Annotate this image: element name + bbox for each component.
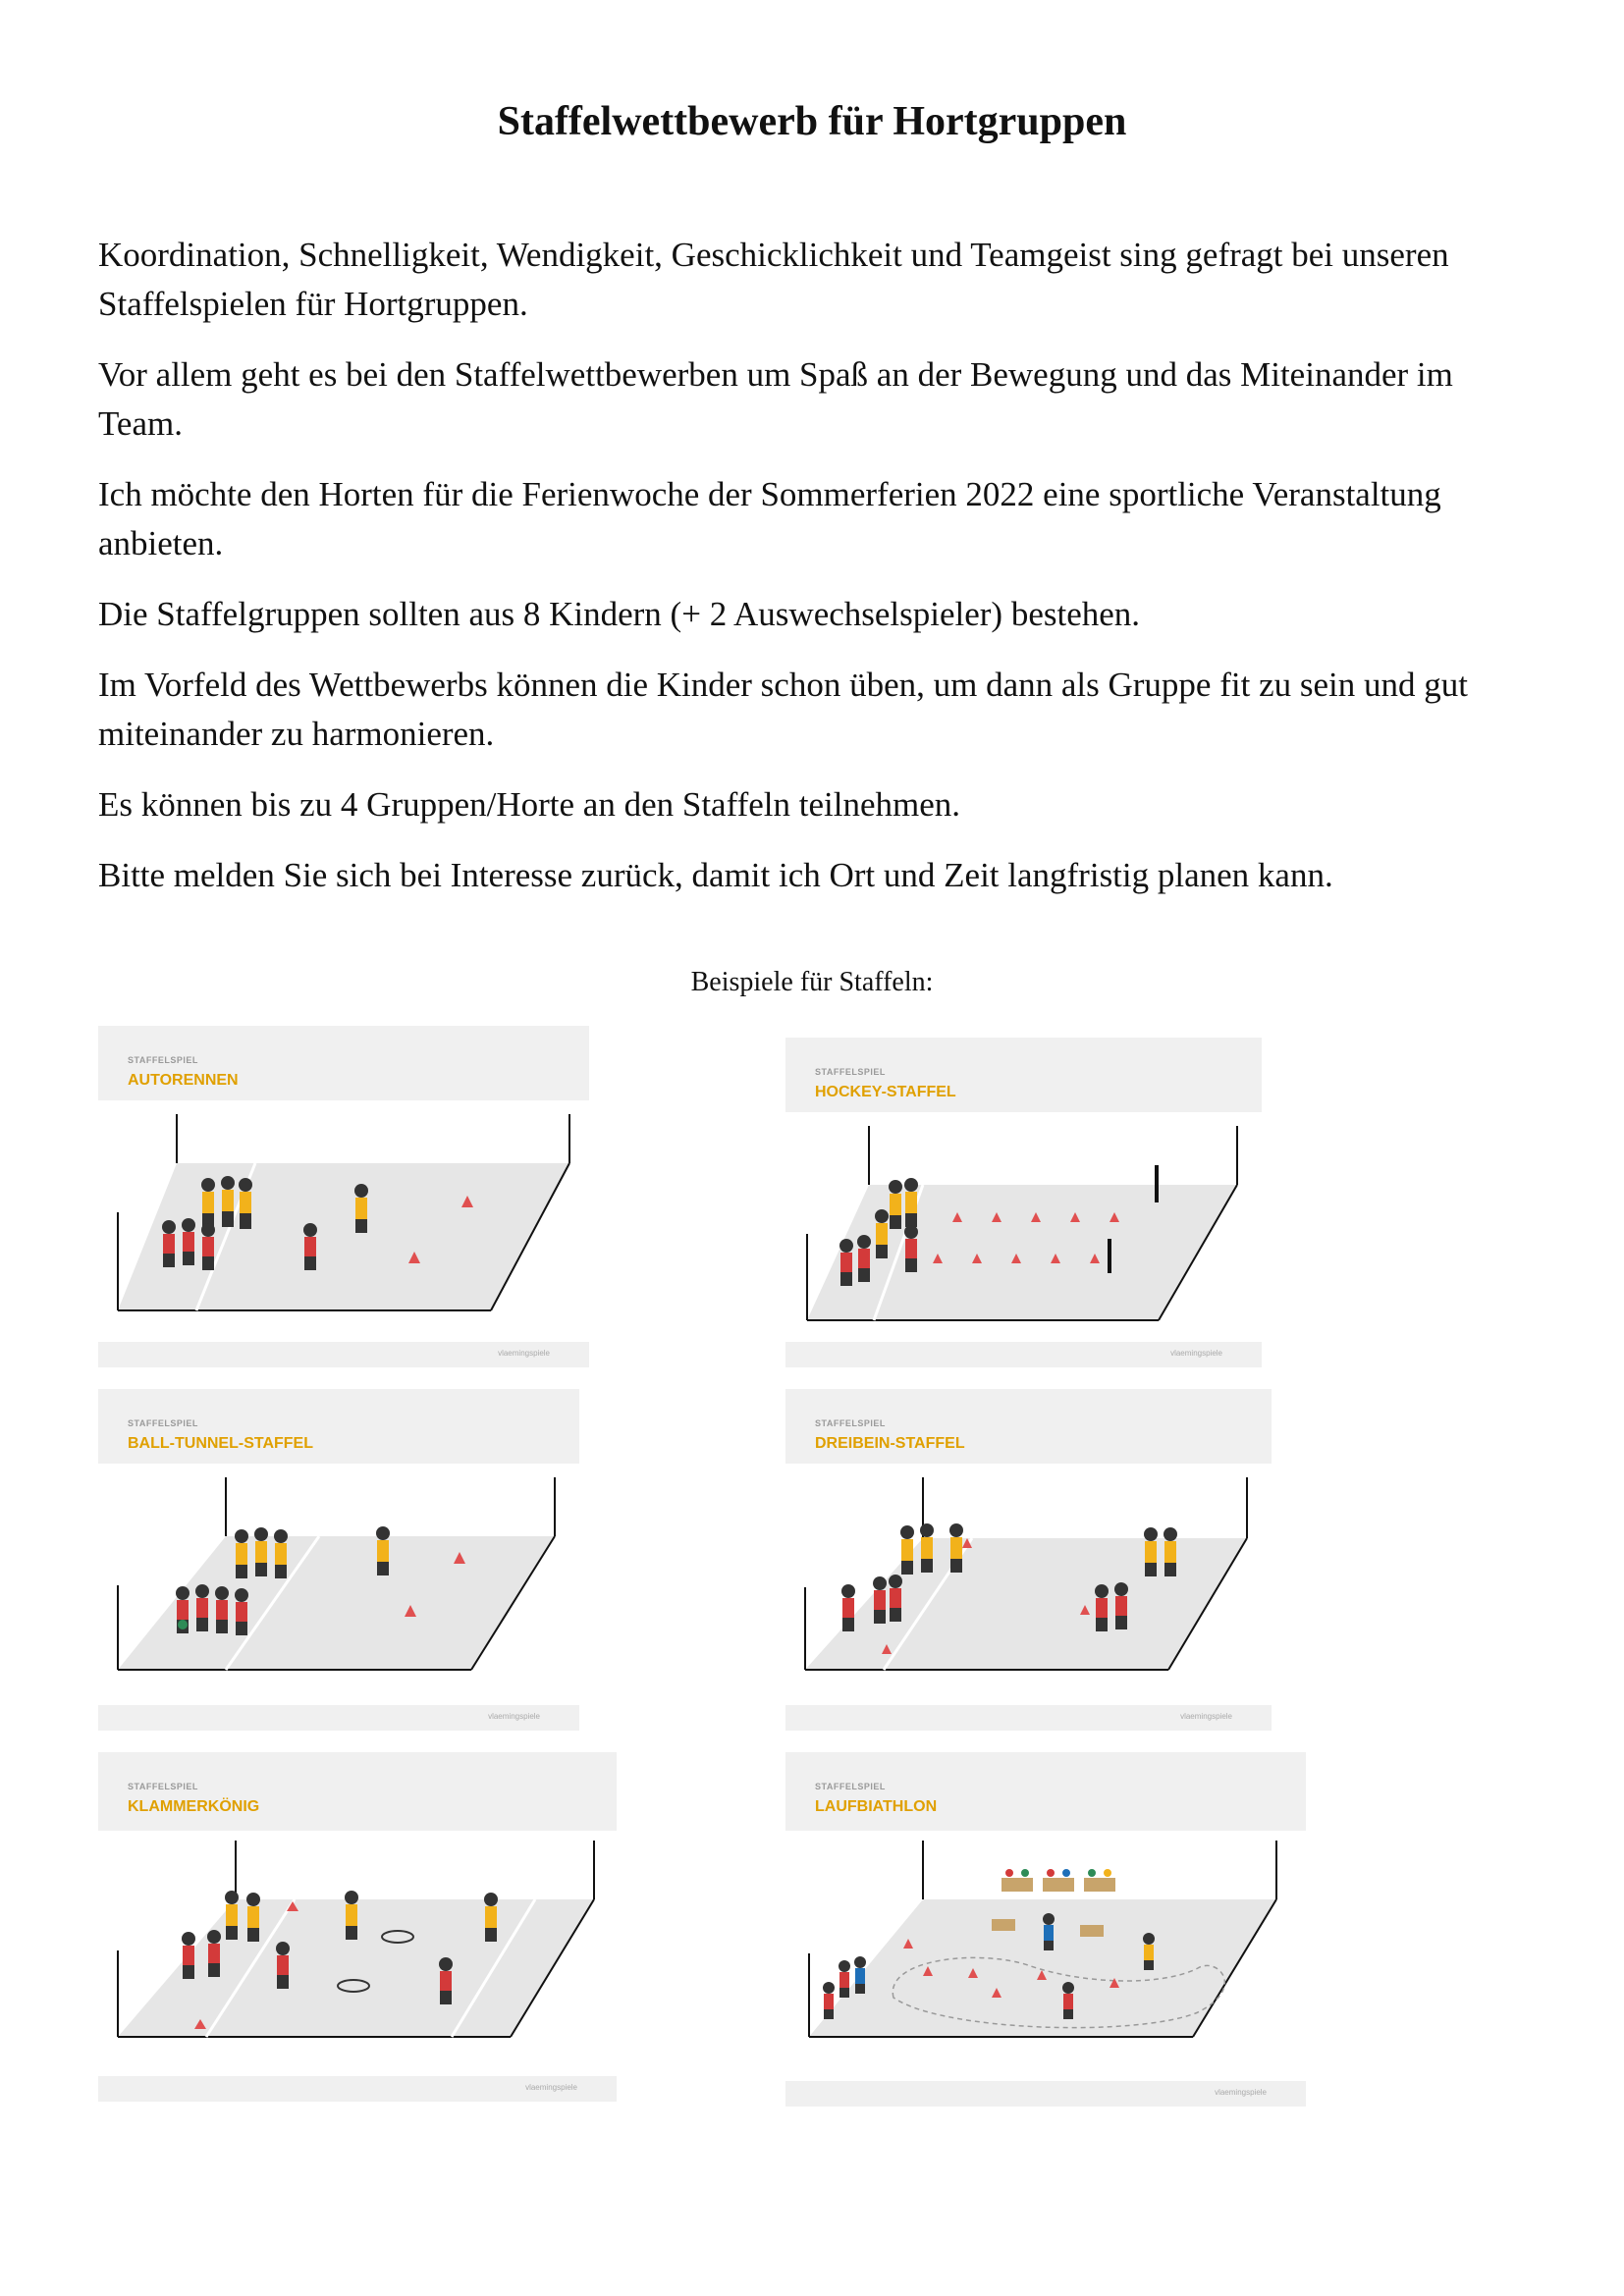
card-label: STAFFELSPIEL (128, 1782, 198, 1791)
card-title: LAUFBIATHLON (815, 1798, 938, 1815)
card-title: AUTORENNEN (128, 1072, 239, 1089)
card-header (98, 1026, 589, 1100)
relay-illustration (98, 1477, 579, 1723)
card-header (785, 1389, 1272, 1464)
paragraph: Vor allem geht es bei den Staffelwettbewerben um Spaß an der Bewegung und das Miteinander im Team. (98, 355, 1453, 443)
card-credit: vlaemingspiele (1180, 1712, 1232, 1721)
card-title: HOCKEY-STAFFEL (815, 1084, 956, 1100)
card-credit: vlaemingspiele (1215, 2088, 1267, 2097)
paragraph: Bitte melden Sie sich bei Interesse zurück, damit ich Ort und Zeit langfristig planen kann. (98, 856, 1333, 894)
ball (178, 1620, 188, 1629)
card-footer (98, 1705, 579, 1731)
card-header (785, 1752, 1306, 1831)
card-footer (785, 1342, 1262, 1367)
relay-illustration (785, 1841, 1306, 2086)
paragraph: Ich möchte den Horten für die Ferienwoche der Sommerferien 2022 eine sportliche Veranstaltung anbieten. (98, 475, 1441, 562)
card-label: STAFFELSPIEL (815, 1782, 886, 1791)
card-label: STAFFELSPIEL (128, 1055, 198, 1065)
document-title: Staffelwettbewerb für Hortgruppen (497, 99, 1127, 144)
paragraph: Im Vorfeld des Wettbewerbs können die Kinder schon üben, um dann als Gruppe fit zu sein und gut miteinander zu harmonieren. (98, 666, 1468, 753)
paragraph: Es können bis zu 4 Gruppen/Horte an den Staffeln teilnehmen. (98, 785, 961, 824)
card-footer (785, 2081, 1306, 2107)
card-title: KLAMMERKÖNIG (128, 1798, 260, 1815)
relay-illustration (98, 1114, 589, 1360)
card-header (98, 1752, 617, 1831)
paragraph: Koordination, Schnelligkeit, Wendigkeit, Geschicklichkeit und Teamgeist sing gefragt bei unseren Staffelspielen für Hortgruppen. (98, 236, 1449, 323)
card-header (98, 1389, 579, 1464)
examples-heading: Beispiele für Staffeln: (690, 967, 934, 997)
card-label: STAFFELSPIEL (128, 1418, 198, 1428)
relay-illustration (785, 1126, 1262, 1371)
card-label: STAFFELSPIEL (815, 1067, 886, 1077)
card-header (785, 1038, 1262, 1112)
card-credit: vlaemingspiele (498, 1349, 550, 1358)
card-footer (98, 2076, 617, 2102)
card-title: BALL-TUNNEL-STAFFEL (128, 1435, 313, 1452)
relay-illustration (785, 1477, 1272, 1723)
floor (807, 1185, 1237, 1320)
paragraph: Die Staffelgruppen sollten aus 8 Kindern (+ 2 Auswechselspieler) bestehen. (98, 595, 1141, 633)
card-credit: vlaemingspiele (525, 2083, 577, 2092)
card-label: STAFFELSPIEL (815, 1418, 886, 1428)
card-title: DREIBEIN-STAFFEL (815, 1435, 965, 1452)
card-footer (98, 1342, 589, 1367)
card-credit: vlaemingspiele (1170, 1349, 1222, 1358)
intro-text (98, 231, 1532, 922)
relay-illustration (98, 1841, 617, 2086)
card-footer (785, 1705, 1272, 1731)
card-credit: vlaemingspiele (488, 1712, 540, 1721)
